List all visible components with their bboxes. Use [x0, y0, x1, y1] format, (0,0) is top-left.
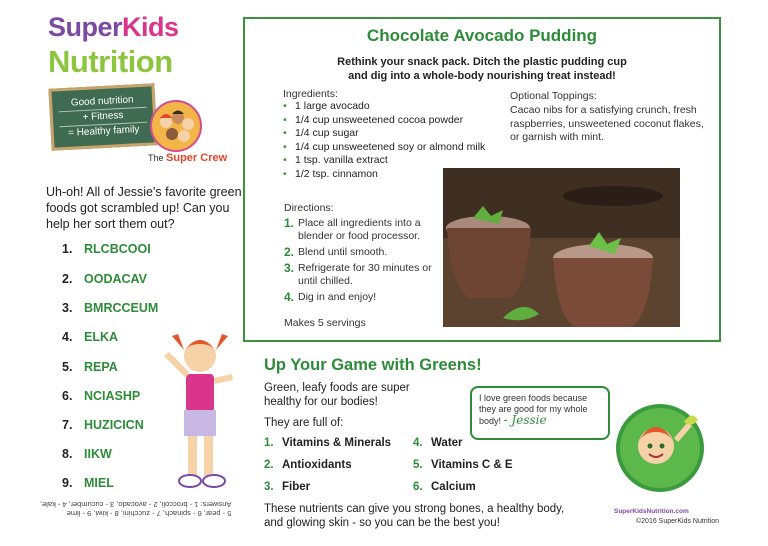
recipe-subtitle	[243, 55, 721, 83]
nutrient-label: Vitamins C & E	[431, 459, 513, 471]
direction-text: Refrigerate for 30 minutes or until chilled.	[298, 262, 432, 287]
puzzle-intro: Uh-oh! All of Jessie's favorite green foods got scrambled up! Can you help her sort them out?	[46, 185, 242, 231]
direction-text: Dig in and enjoy!	[298, 291, 377, 303]
nutrient-num: 3.	[264, 481, 274, 493]
nutrient-item	[413, 481, 476, 493]
scramble-word: HUZICICN	[84, 418, 144, 432]
scramble-item	[62, 389, 140, 403]
kids-group-icon	[152, 102, 200, 150]
brand-super: Super	[48, 12, 123, 42]
greens-full-of: They are full of:	[264, 417, 344, 429]
scramble-word: NCIASHP	[84, 389, 141, 403]
scramble-num: 7.	[62, 418, 73, 432]
brand-logo-top	[48, 12, 179, 43]
scramble-word: MIEL	[84, 476, 114, 490]
nutrient-label: Calcium	[431, 481, 476, 493]
nutrient-label: Fiber	[282, 481, 311, 493]
scramble-item	[62, 272, 147, 286]
nutrient-num: 6.	[413, 481, 423, 493]
ingredient-item: • 1/2 tsp. cinnamon	[283, 168, 485, 182]
jessie-speech-bubble	[470, 386, 610, 440]
scramble-num: 9.	[62, 476, 73, 490]
scramble-num: 1.	[62, 242, 73, 256]
direction-num: 4.	[284, 290, 295, 304]
super-crew-badge	[150, 100, 202, 152]
scramble-word: BMRCCEUM	[84, 301, 159, 315]
directions-label: Directions:	[284, 202, 334, 214]
optional-toppings-label: Optional Toppings:	[510, 90, 597, 102]
optional-toppings-text: Cacao nibs for a satisfying crunch, fresh raspberries, unsweetened coconut flakes, or garnish with mint.	[510, 104, 704, 143]
greens-closing	[264, 502, 564, 530]
nutrient-item	[264, 481, 310, 493]
scramble-num: 5.	[62, 360, 73, 374]
speech-signature: - Jessie	[503, 413, 547, 427]
ingredients-label: Ingredients:	[283, 88, 338, 100]
scramble-item	[62, 301, 158, 315]
direction-num: 1.	[284, 216, 295, 230]
pudding-photo	[443, 168, 680, 327]
ingredient-item: • 1/4 cup unsweetened cocoa powder	[283, 114, 485, 128]
scramble-item	[62, 418, 144, 432]
scramble-num: 6.	[62, 389, 73, 403]
chalkboard-sign	[48, 83, 157, 150]
scramble-word: RLCBCOOI	[84, 242, 151, 256]
greens-intro-line: Green, leafy foods are super	[264, 382, 410, 394]
chalkboard-line: Good nutrition	[58, 93, 147, 113]
direction-step	[284, 217, 444, 243]
nutrient-item	[413, 437, 463, 449]
chocolate-pudding-image	[443, 168, 680, 327]
scramble-word: REPA	[84, 360, 118, 374]
ingredient-item: • 1/4 cup unsweetened soy or almond milk	[283, 141, 485, 155]
brand-logo-bottom: Nutrition	[48, 44, 173, 79]
recipe-subtitle-line: and dig into a whole-body nourishing treat instead!	[348, 70, 616, 82]
scramble-item	[62, 447, 112, 461]
super-crew-label	[148, 152, 227, 164]
footer-copyright: ©2016 SuperKids Nutrition	[636, 518, 719, 525]
brand-kids: Kids	[122, 12, 179, 42]
nutrient-item	[413, 459, 513, 471]
nutrient-label: Water	[431, 437, 463, 449]
direction-num: 2.	[284, 245, 295, 259]
greens-closing-line: These nutrients can give you strong bones, a healthy body,	[264, 503, 565, 515]
crew-name: Super Crew	[166, 152, 228, 164]
greens-closing-line: and glowing skin - so you can be the best you!	[264, 517, 500, 529]
recipe-subtitle-line: Rethink your snack pack. Ditch the plastic pudding cup	[337, 56, 627, 68]
direction-step	[284, 291, 444, 304]
scramble-word: OODACAV	[84, 272, 147, 286]
scramble-word: IIKW	[84, 447, 112, 461]
direction-step	[284, 262, 444, 288]
jessie-greens-illustration	[612, 402, 708, 494]
nutrient-label: Antioxidants	[282, 459, 352, 471]
ingredient-item: • 1/4 cup sugar	[283, 127, 485, 141]
greens-title: Up Your Game with Greens!	[264, 356, 482, 374]
answer-line: 5 - pear, 6 - spinach, 7 - zucchini, 8 - kiwi, 9 - lime	[66, 509, 232, 518]
chalkboard-line: = Healthy family	[67, 124, 140, 139]
nutrient-num: 5.	[413, 459, 423, 471]
scramble-num: 8.	[62, 447, 73, 461]
chalkboard-line: + Fitness	[59, 108, 148, 128]
footer-site: SuperKidsNutrition.com	[614, 508, 689, 515]
jessie-pointing-illustration	[150, 326, 250, 496]
scramble-word: ELKA	[84, 330, 119, 344]
nutrient-num: 1.	[264, 437, 274, 449]
ingredient-item: • 1 large avocado	[283, 100, 485, 114]
answer-key-upside-down	[40, 500, 231, 518]
crew-the: The	[148, 153, 164, 163]
scramble-num: 3.	[62, 301, 73, 315]
scramble-num: 2.	[62, 272, 73, 286]
direction-step	[284, 246, 444, 259]
ingredient-item: • 1 tsp. vanilla extract	[283, 154, 485, 168]
scramble-item	[62, 476, 114, 490]
greens-intro-line: healthy for our bodies!	[264, 396, 378, 408]
scramble-num: 4.	[62, 330, 73, 344]
nutrient-item	[264, 437, 391, 449]
recipe-title: Chocolate Avocado Pudding	[366, 26, 598, 45]
servings-text: Makes 5 servings	[284, 317, 366, 329]
answer-line: Answers: 1 - broccoli, 2 - avocado, 3 - cucumber, 4 - kale,	[40, 500, 232, 509]
nutrient-label: Vitamins & Minerals	[282, 437, 392, 449]
nutrient-num: 2.	[264, 459, 274, 471]
direction-text: Blend until smooth.	[298, 246, 388, 258]
directions-list	[284, 217, 444, 307]
scramble-item	[62, 360, 118, 374]
direction-num: 3.	[284, 261, 295, 275]
speech-text: I love green foods because they are good for my whole body!	[479, 393, 588, 426]
greens-intro	[264, 381, 410, 409]
direction-text: Place all ingredients into a blender or food processor.	[298, 217, 421, 242]
nutrient-item	[264, 459, 352, 471]
nutrient-num: 4.	[413, 437, 423, 449]
scramble-item	[62, 330, 118, 344]
scramble-item	[62, 242, 151, 256]
